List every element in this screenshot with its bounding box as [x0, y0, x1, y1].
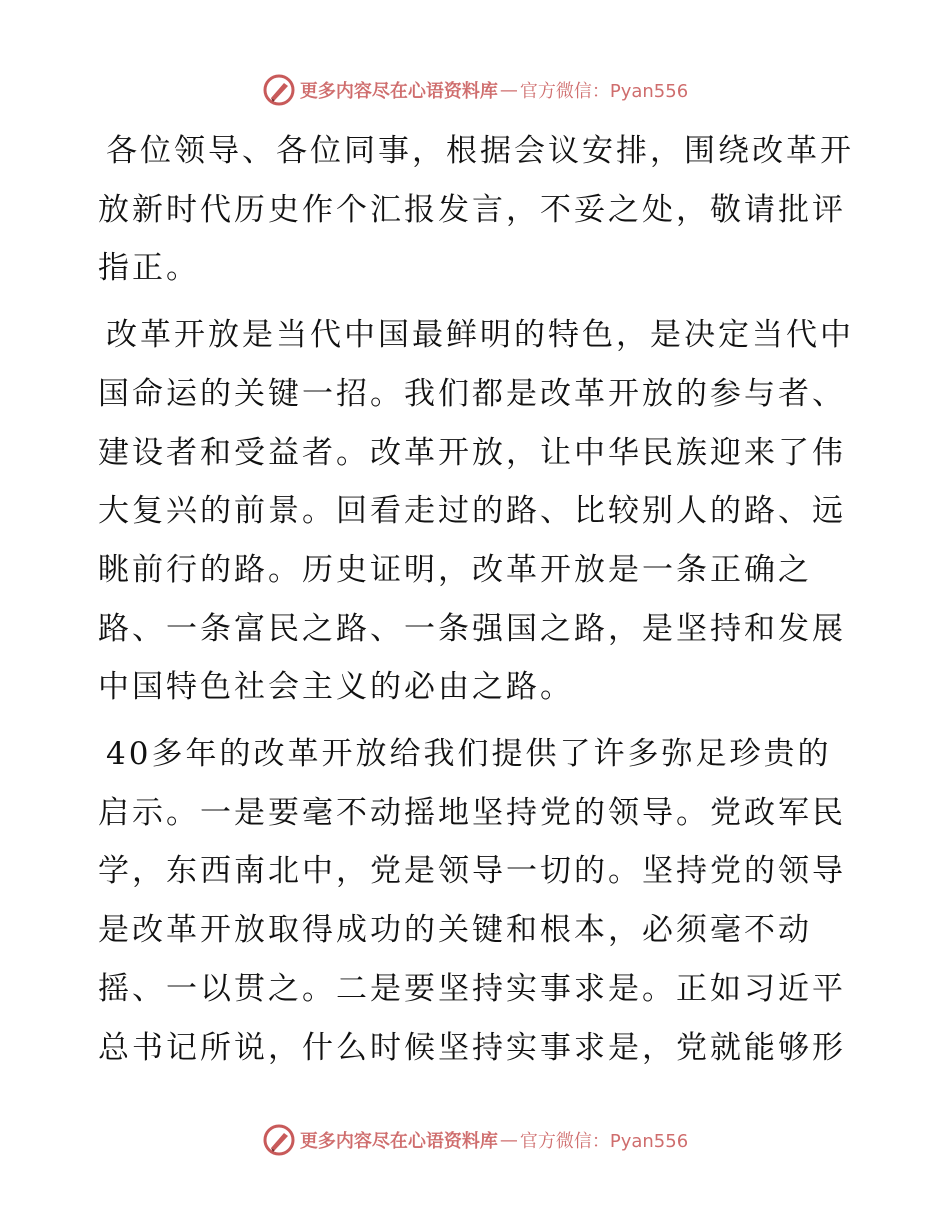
header-watermark	[0, 70, 950, 110]
watermark-separator: —	[499, 1129, 518, 1151]
paragraph-2: 改革开放是当代中国最鲜明的特色，是决定当代中国命运的关键一招。我们都是改革开放的参与者、建设者和受益者。改革开放，让中华民族迎来了伟大复兴的前景。回看走过的路、比较别人的路、远眺前行的路。历史证明，改革开放是一条正确之路、一条富民之路、一条强国之路，是坚持和发展中国特色社会主义的必由之路。	[98, 317, 854, 706]
document-body	[98, 122, 858, 1085]
pen-circle-logo-icon	[262, 1123, 296, 1157]
watermark-main-text: 更多内容尽在心语资料库	[299, 81, 498, 102]
watermark-separator: —	[499, 79, 518, 101]
pen-circle-logo-icon	[262, 73, 296, 107]
footer-watermark	[0, 1120, 950, 1160]
paragraph-3: 40多年的改革开放给我们提供了许多弥足珍贵的启示。一是要毫不动摇地坚持党的领导。党政军民学，东西南北中，党是领导一切的。坚持党的领导是改革开放取得成功的关键和根本，必须毫不动摇、一以贯之。二是要坚持实事求是。正如习近平总书记所说，什么时候坚持实事求是，党就能够形	[98, 736, 846, 1066]
watermark-contact-text: 官方微信：Pyan556	[519, 1131, 689, 1152]
watermark-contact-text: 官方微信：Pyan556	[519, 81, 689, 102]
paragraph-1: 各位领导、各位同事，根据会议安排，围绕改革开放新时代历史作个汇报发言，不妥之处，敬请批评指正。	[98, 133, 854, 287]
watermark-main-text: 更多内容尽在心语资料库	[299, 1131, 498, 1152]
